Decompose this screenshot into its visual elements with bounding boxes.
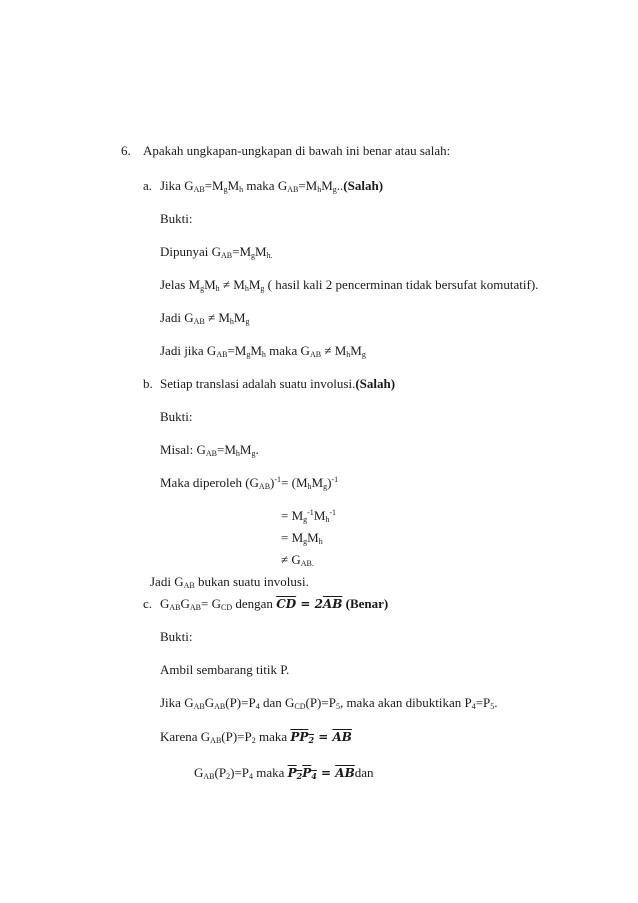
part-b-statement: Setiap translasi adalah suatu involusi.(Salah) (160, 376, 396, 391)
part-c-proof-line-4: $G_{AB}(P_2)=P_4$ maka $P_2P_4 = \overline{AB}dan$ (194, 765, 374, 781)
part-b-proof-line-5: ≠ $G_{AB.}$ (281, 552, 314, 568)
part-a-proof-line-3: Jadi $G_{AB} \ne M_hM_g$ (160, 310, 250, 326)
part-c-verdict: (Benar) (345, 596, 389, 611)
part-a-statement: Jika $G_{AB}=M_gM_h$ maka $G_{AB}=M_hM_g..(Salah)$ (160, 178, 384, 194)
item-number: 6. (121, 143, 131, 158)
part-c-bukti: Bukti: (160, 629, 193, 644)
part-b-label: b. (143, 376, 153, 391)
part-b-proof-line-1: Misal: $G_{AB}=M_hM_g$. (160, 442, 259, 458)
vector-equation: $P_2P_4 = \overline{AB}$ (287, 766, 355, 781)
vector-equation: $\overline{CD} = 2\overline{AB}$ (276, 597, 343, 611)
part-c-proof-line-1: Ambil sembarang titik P. (160, 662, 290, 677)
part-c-proof-line-3: Karena $G_{AB}(P)=P_2$ maka $PP_2 = \overline{AB}$ (160, 729, 352, 745)
question-text: Apakah ungkapan-ungkapan di bawah ini benar atau salah: (143, 143, 451, 158)
part-c-label: c. (143, 596, 153, 611)
part-b-verdict: (Salah) (355, 376, 396, 391)
part-b-proof-line-4: = $M_gM_h$ (281, 530, 323, 546)
part-b-proof-line-2: Maka diperoleh $(G_{AB})^{-1}= (M_hM_g)^{-1}$ (160, 475, 339, 491)
part-b-conclusion: Jadi $G_{AB}$ bukan suatu involusi. (150, 574, 309, 590)
part-b-bukti: Bukti: (160, 409, 193, 424)
part-a-label: a. (143, 178, 153, 193)
vector-equation: $PP_2 = \overline{AB}$ (290, 730, 352, 745)
part-a-proof-line-2: Jelas $M_gM_h \ne M_hM_g$ ( hasil kali 2 pencerminan tidak bersufat komutatif). (160, 277, 539, 293)
part-c-statement: $G_{AB}G_{AB}= G_{CD}$ dengan $\overline{CD} = 2\overline{AB}$ (Benar) (160, 596, 389, 612)
part-c-proof-line-2: Jika $G_{AB}G_{AB}(P)=P_4$ dan $G_{CD}(P)=P_5$, maka akan dibuktikan $P_4=P_5$. (160, 695, 498, 711)
part-a-proof-line-1: Dipunyai $G_{AB}=M_gM_{h.}$ (160, 244, 273, 260)
part-a-bukti: Bukti: (160, 211, 193, 226)
part-a-conclusion: Jadi jika $G_{AB}=M_gM_h$ maka $G_{AB} \ne M_hM_g$ (160, 343, 366, 359)
part-b-proof-line-3: = $M_g^{-1}M_h^{-1}$ (281, 508, 337, 524)
part-a-verdict: (Salah) (343, 178, 384, 193)
